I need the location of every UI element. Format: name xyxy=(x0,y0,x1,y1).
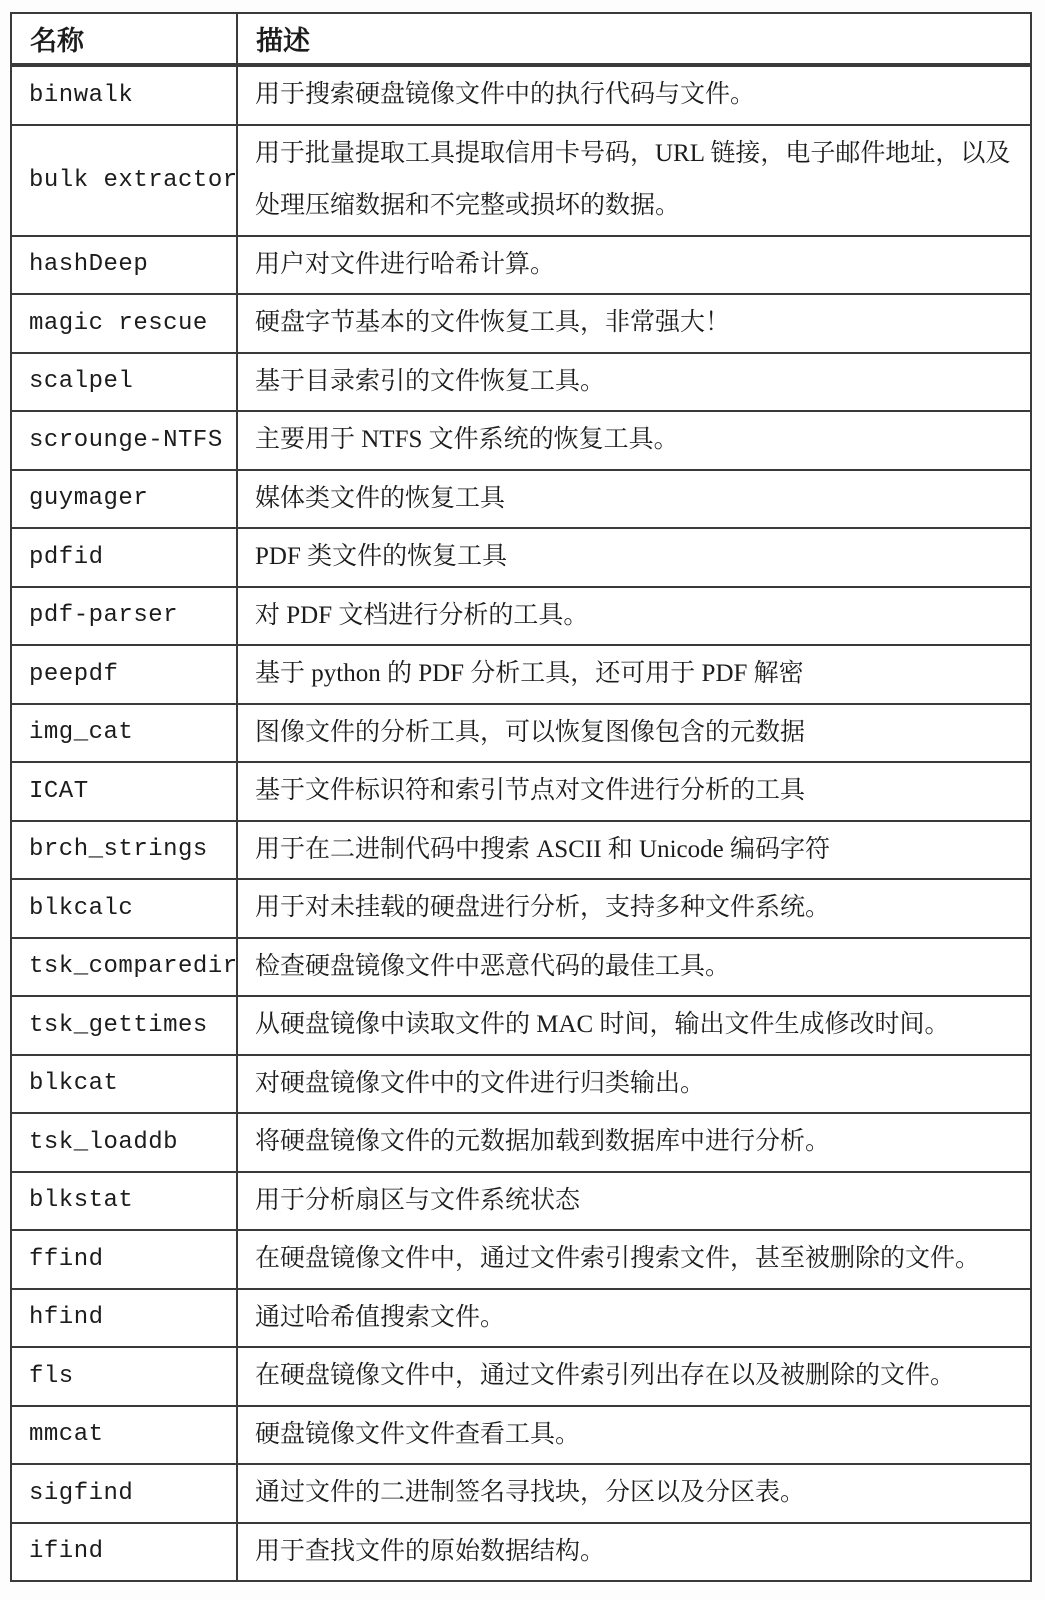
table-row xyxy=(11,353,1031,412)
table-row xyxy=(11,938,1031,997)
table-row xyxy=(11,1523,1031,1582)
tool-name-cell: tsk_loaddb xyxy=(11,1113,237,1172)
tool-description-cell: 用户对文件进行哈希计算。 xyxy=(237,236,1031,295)
tool-name-cell: pdf-parser xyxy=(11,587,237,646)
tool-name-cell: binwalk xyxy=(11,65,237,125)
table-header-row xyxy=(11,13,1031,65)
table-row xyxy=(11,1230,1031,1289)
tool-description-cell: 用于批量提取工具提取信用卡号码，URL 链接，电子邮件地址，以及处理压缩数据和不完整或损坏的数据。 xyxy=(237,125,1031,236)
table-row xyxy=(11,1113,1031,1172)
tool-name-cell: bulk extractor xyxy=(11,125,237,236)
tool-name-cell: mmcat xyxy=(11,1406,237,1465)
tool-name-cell: hashDeep xyxy=(11,236,237,295)
column-header-description: 描述 xyxy=(237,13,1031,65)
tool-name-cell: tsk_gettimes xyxy=(11,996,237,1055)
tool-description-cell: 用于搜索硬盘镜像文件中的执行代码与文件。 xyxy=(237,65,1031,125)
tool-description-cell: 用于在二进制代码中搜索 ASCII 和 Unicode 编码字符 xyxy=(237,821,1031,880)
tool-name-cell: sigfind xyxy=(11,1464,237,1523)
table-row xyxy=(11,1406,1031,1465)
tool-description-cell: 基于 python 的 PDF 分析工具，还可用于 PDF 解密 xyxy=(237,645,1031,704)
tool-name-cell: blkcat xyxy=(11,1055,237,1114)
tool-description-cell: 主要用于 NTFS 文件系统的恢复工具。 xyxy=(237,411,1031,470)
tool-description-cell: 用于查找文件的原始数据结构。 xyxy=(237,1523,1031,1582)
tool-description-cell: 检查硬盘镜像文件中恶意代码的最佳工具。 xyxy=(237,938,1031,997)
tool-name-cell: pdfid xyxy=(11,528,237,587)
table-row xyxy=(11,762,1031,821)
tool-description-cell: 对硬盘镜像文件中的文件进行归类输出。 xyxy=(237,1055,1031,1114)
tool-name-cell: scrounge-NTFS xyxy=(11,411,237,470)
table-row xyxy=(11,645,1031,704)
tool-description-cell: 用于对未挂载的硬盘进行分析，支持多种文件系统。 xyxy=(237,879,1031,938)
table-row xyxy=(11,1055,1031,1114)
table-row xyxy=(11,587,1031,646)
table-row xyxy=(11,821,1031,880)
tool-description-cell: PDF 类文件的恢复工具 xyxy=(237,528,1031,587)
forensic-tools-table xyxy=(10,12,1032,1582)
tool-name-cell: img_cat xyxy=(11,704,237,763)
tool-description-cell: 在硬盘镜像文件中，通过文件索引列出存在以及被删除的文件。 xyxy=(237,1347,1031,1406)
tool-name-cell: ffind xyxy=(11,1230,237,1289)
table-row xyxy=(11,236,1031,295)
table-row xyxy=(11,1347,1031,1406)
tool-description-cell: 从硬盘镜像中读取文件的 MAC 时间，输出文件生成修改时间。 xyxy=(237,996,1031,1055)
tool-description-cell: 通过文件的二进制签名寻找块，分区以及分区表。 xyxy=(237,1464,1031,1523)
table-row xyxy=(11,1172,1031,1231)
tool-description-cell: 媒体类文件的恢复工具 xyxy=(237,470,1031,529)
tool-description-cell: 基于目录索引的文件恢复工具。 xyxy=(237,353,1031,412)
tool-name-cell: scalpel xyxy=(11,353,237,412)
tool-description-cell: 硬盘镜像文件文件查看工具。 xyxy=(237,1406,1031,1465)
tool-name-cell: blkcalc xyxy=(11,879,237,938)
table-row xyxy=(11,1464,1031,1523)
tool-description-cell: 在硬盘镜像文件中，通过文件索引搜索文件，甚至被删除的文件。 xyxy=(237,1230,1031,1289)
table-row xyxy=(11,996,1031,1055)
tool-name-cell: guymager xyxy=(11,470,237,529)
tool-name-cell: peepdf xyxy=(11,645,237,704)
table-row xyxy=(11,704,1031,763)
tool-name-cell: blkstat xyxy=(11,1172,237,1231)
tool-name-cell: brch_strings xyxy=(11,821,237,880)
tool-name-cell: ifind xyxy=(11,1523,237,1582)
tool-description-cell: 对 PDF 文档进行分析的工具。 xyxy=(237,587,1031,646)
table-row xyxy=(11,528,1031,587)
table-row xyxy=(11,125,1031,236)
table-row xyxy=(11,879,1031,938)
tool-name-cell: magic rescue xyxy=(11,294,237,353)
tool-description-cell: 将硬盘镜像文件的元数据加载到数据库中进行分析。 xyxy=(237,1113,1031,1172)
table-row xyxy=(11,294,1031,353)
tool-name-cell: hfind xyxy=(11,1289,237,1348)
tool-description-cell: 硬盘字节基本的文件恢复工具，非常强大！ xyxy=(237,294,1031,353)
column-header-name: 名称 xyxy=(11,13,237,65)
tool-description-cell: 基于文件标识符和索引节点对文件进行分析的工具 xyxy=(237,762,1031,821)
tool-name-cell: tsk_comparedir xyxy=(11,938,237,997)
tool-name-cell: ICAT xyxy=(11,762,237,821)
tools-table-body xyxy=(11,65,1031,1581)
table-row xyxy=(11,470,1031,529)
tool-description-cell: 用于分析扇区与文件系统状态 xyxy=(237,1172,1031,1231)
table-row xyxy=(11,1289,1031,1348)
table-row xyxy=(11,411,1031,470)
table-row xyxy=(11,65,1031,125)
tool-name-cell: fls xyxy=(11,1347,237,1406)
tool-description-cell: 图像文件的分析工具，可以恢复图像包含的元数据 xyxy=(237,704,1031,763)
tool-description-cell: 通过哈希值搜索文件。 xyxy=(237,1289,1031,1348)
